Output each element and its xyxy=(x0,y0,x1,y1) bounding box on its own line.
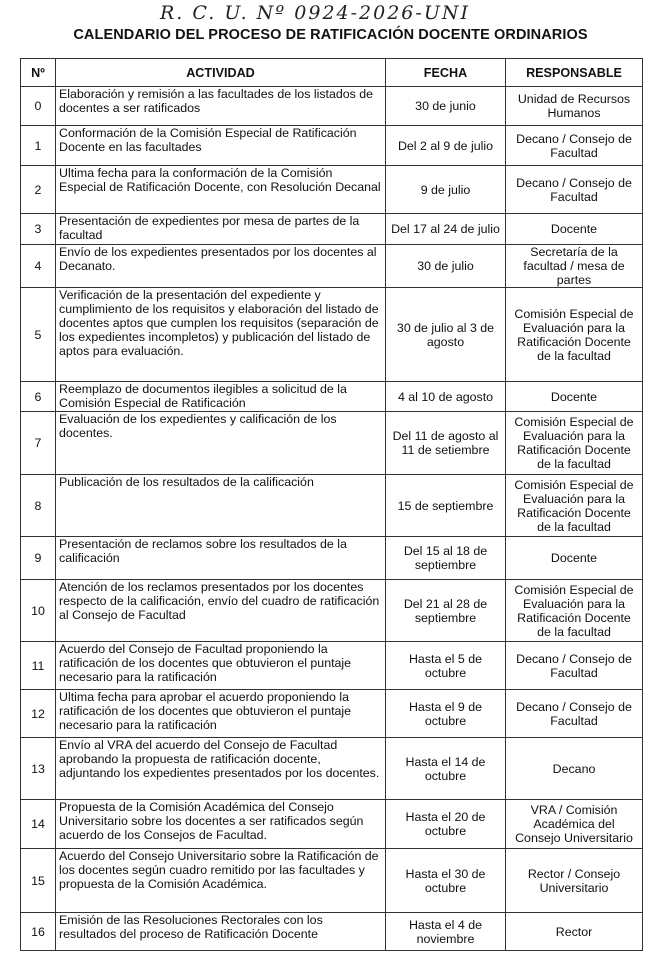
row-number: 16 xyxy=(21,913,56,951)
row-responsible: Decano / Consejo de Facultad xyxy=(506,642,643,690)
row-number: 12 xyxy=(21,690,56,738)
row-date: Del 21 al 28 de septiembre xyxy=(386,580,506,642)
row-responsible: Comisión Especial de Evaluación para la Ratificación Docente de la facultad xyxy=(506,580,643,642)
row-date: Hasta el 9 de octubre xyxy=(386,690,506,738)
calendar-table xyxy=(20,58,643,951)
table-row xyxy=(21,126,643,166)
row-date: 9 de julio xyxy=(386,166,506,214)
row-responsible: Comisión Especial de Evaluación para la Ratificación Docente de la facultad xyxy=(506,412,643,475)
table-row xyxy=(21,87,643,126)
row-responsible: Secretaría de la facultad / mesa de partes xyxy=(506,245,643,288)
row-date: 15 de septiembre xyxy=(386,475,506,537)
row-date: Del 15 al 18 de septiembre xyxy=(386,537,506,580)
row-activity: Acuerdo del Consejo de Facultad proponiendo la ratificación de los docentes que obtuvieron el puntaje necesario para la ratificación xyxy=(56,642,386,690)
row-responsible: Decano / Consejo de Facultad xyxy=(506,690,643,738)
row-activity: Acuerdo del Consejo Universitario sobre la Ratificación de los docentes según cuadro remitido por las facultades y propuesta de la Comisión Académica. xyxy=(56,849,386,913)
table-row xyxy=(21,288,643,382)
row-date: Hasta el 20 de octubre xyxy=(386,800,506,849)
column-header-date: FECHA xyxy=(386,59,506,87)
table-row xyxy=(21,245,643,288)
row-date: 30 de julio al 3 de agosto xyxy=(386,288,506,382)
row-date: Hasta el 4 de noviembre xyxy=(386,913,506,951)
row-date: Hasta el 5 de octubre xyxy=(386,642,506,690)
row-activity: Atención de los reclamos presentados por los docentes respecto de la calificación, envío del cuadro de ratificación al Consejo de Facultad xyxy=(56,580,386,642)
row-number: 11 xyxy=(21,642,56,690)
row-activity: Publicación de los resultados de la calificación xyxy=(56,475,386,537)
row-responsible: Unidad de Recursos Humanos xyxy=(506,87,643,126)
row-responsible: Decano xyxy=(506,738,643,800)
table-row xyxy=(21,913,643,951)
row-date: 30 de julio xyxy=(386,245,506,288)
row-number: 1 xyxy=(21,126,56,166)
document-title: CALENDARIO DEL PROCESO DE RATIFICACIÓN DOCENTE ORDINARIOS xyxy=(73,27,588,43)
row-activity: Evaluación de los expedientes y calificación de los docentes. xyxy=(56,412,386,475)
row-responsible: Docente xyxy=(506,382,643,412)
row-activity: Envío de los expedientes presentados por los docentes al Decanato. xyxy=(56,245,386,288)
table-row xyxy=(21,475,643,537)
row-number: 6 xyxy=(21,382,56,412)
row-date: Hasta el 14 de octubre xyxy=(386,738,506,800)
table-row xyxy=(21,412,643,475)
table-row xyxy=(21,800,643,849)
row-responsible: Comisión Especial de Evaluación para la Ratificación Docente de la facultad xyxy=(506,475,643,537)
row-activity: Conformación de la Comisión Especial de Ratificación Docente en las facultades xyxy=(56,126,386,166)
row-number: 5 xyxy=(21,288,56,382)
table-row xyxy=(21,214,643,245)
table-row xyxy=(21,849,643,913)
row-responsible: Docente xyxy=(506,214,643,245)
row-responsible: Rector xyxy=(506,913,643,951)
row-responsible: Decano / Consejo de Facultad xyxy=(506,166,643,214)
row-activity: Reemplazo de documentos ilegibles a solicitud de la Comisión Especial de Ratificación xyxy=(56,382,386,412)
table-row xyxy=(21,738,643,800)
row-responsible: Rector / Consejo Universitario xyxy=(506,849,643,913)
row-number: 9 xyxy=(21,537,56,580)
row-activity: Propuesta de la Comisión Académica del Consejo Universitario sobre los docentes a ser ratificados según acuerdo de los Consejos de Facultad. xyxy=(56,800,386,849)
row-responsible: VRA / Comisión Académica del Consejo Universitario xyxy=(506,800,643,849)
row-date: Del 11 de agosto al 11 de setiembre xyxy=(386,412,506,475)
row-activity: Verificación de la presentación del expediente y cumplimiento de los requisitos y elaboración del listado de docentes aptos que cumplen los requisitos (separación de los expedientes incompletos) y publicación del listado de aptos para evaluación. xyxy=(56,288,386,382)
column-header-activity: ACTIVIDAD xyxy=(56,59,386,87)
column-header-num: Nº xyxy=(21,59,56,87)
row-activity: Ultima fecha para la conformación de la Comisión Especial de Ratificación Docente, con Resolución Decanal xyxy=(56,166,386,214)
row-date: Hasta el 30 de octubre xyxy=(386,849,506,913)
row-number: 15 xyxy=(21,849,56,913)
row-responsible: Comisión Especial de Evaluación para la Ratificación Docente de la facultad xyxy=(506,288,643,382)
row-activity: Envío al VRA del acuerdo del Consejo de Facultad aprobando la propuesta de ratificación docente, adjuntando los expedientes presentados por los docentes. xyxy=(56,738,386,800)
row-responsible: Decano / Consejo de Facultad xyxy=(506,126,643,166)
column-header-responsible: RESPONSABLE xyxy=(506,59,643,87)
row-activity: Emisión de las Resoluciones Rectorales con los resultados del proceso de Ratificación Docente xyxy=(56,913,386,951)
row-activity: Presentación de expedientes por mesa de partes de la facultad xyxy=(56,214,386,245)
row-number: 4 xyxy=(21,245,56,288)
row-date: 30 de junio xyxy=(386,87,506,126)
row-number: 7 xyxy=(21,412,56,475)
row-activity: Elaboración y remisión a las facultades de los listados de docentes a ser ratificados xyxy=(56,87,386,126)
row-number: 3 xyxy=(21,214,56,245)
row-number: 8 xyxy=(21,475,56,537)
resolution-handwritten-mark: R. C. U. Nº 0924-2026-UNI xyxy=(160,2,470,24)
table-row xyxy=(21,382,643,412)
row-date: 4 al 10 de agosto xyxy=(386,382,506,412)
row-number: 2 xyxy=(21,166,56,214)
table-row xyxy=(21,690,643,738)
table-row xyxy=(21,537,643,580)
row-number: 13 xyxy=(21,738,56,800)
row-responsible: Docente xyxy=(506,537,643,580)
row-activity: Ultima fecha para aprobar el acuerdo proponiendo la ratificación de los docentes que obtuvieron el puntaje necesario para la ratificación xyxy=(56,690,386,738)
table-row xyxy=(21,580,643,642)
row-number: 0 xyxy=(21,87,56,126)
row-date: Del 17 al 24 de julio xyxy=(386,214,506,245)
table-row xyxy=(21,642,643,690)
row-activity: Presentación de reclamos sobre los resultados de la calificación xyxy=(56,537,386,580)
table-header-row xyxy=(21,59,643,87)
row-number: 14 xyxy=(21,800,56,849)
row-date: Del 2 al 9 de julio xyxy=(386,126,506,166)
table-row xyxy=(21,166,643,214)
row-number: 10 xyxy=(21,580,56,642)
